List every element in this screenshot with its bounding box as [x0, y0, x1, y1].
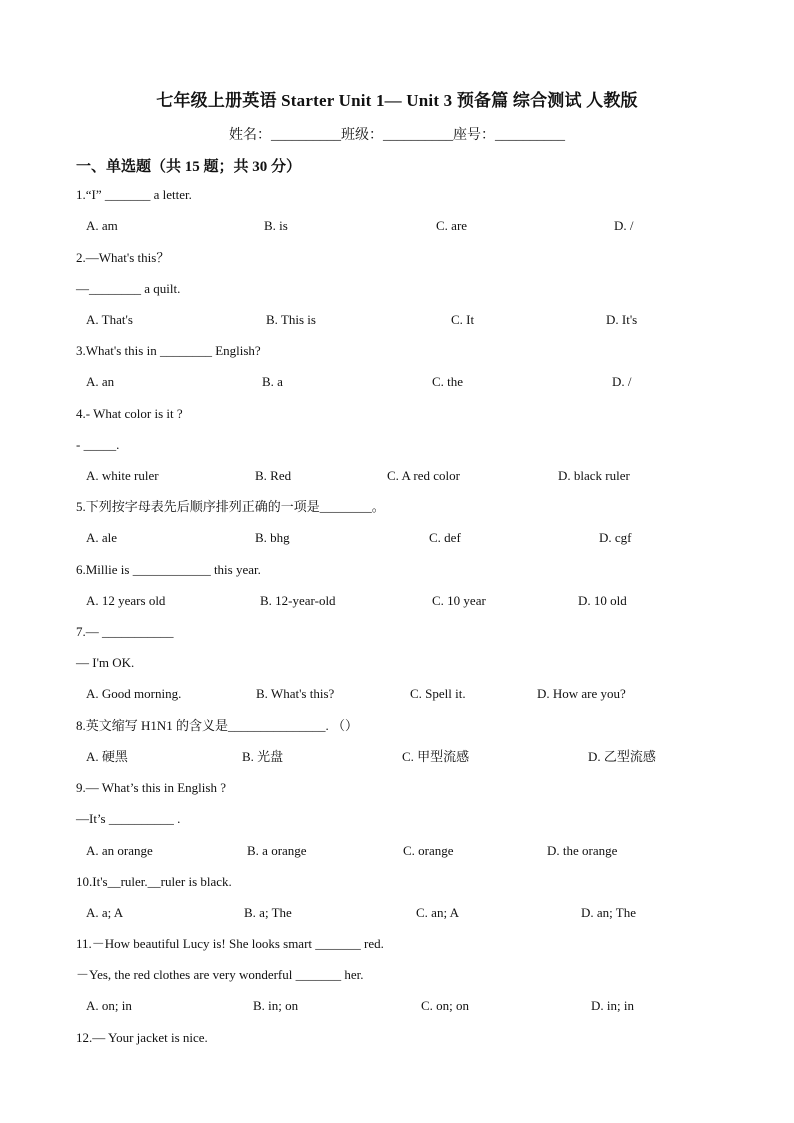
- option-d: D. in; in: [591, 998, 634, 1013]
- option-d: D. /: [614, 218, 634, 233]
- option-b: B. in; on: [253, 998, 299, 1013]
- option-a: A. on; in: [86, 998, 132, 1013]
- option-c: C. orange: [403, 843, 454, 858]
- option-c: C. A red color: [387, 468, 460, 483]
- question-8-options: [0, 748, 794, 766]
- option-c: C. 10 year: [432, 593, 486, 608]
- option-c: C. 甲型流感: [402, 749, 470, 764]
- question-4-stem: 4.- What color is it ?: [76, 406, 183, 421]
- option-c: C. on; on: [421, 998, 470, 1013]
- option-d: D. black ruler: [558, 468, 630, 483]
- option-b: B. a; The: [244, 905, 292, 920]
- option-b: B. bhg: [255, 530, 290, 545]
- option-b: B. is: [264, 218, 288, 233]
- question-9-stem: 9.— What’s this in English ?: [76, 780, 226, 795]
- question-8-stem: 8.英文缩写 H1N1 的含义是_______________. （）: [76, 718, 359, 733]
- option-d: D. 10 old: [578, 593, 627, 608]
- option-d: D. cgf: [599, 530, 632, 545]
- question-5-stem: 5.下列按字母表先后顺序排列正确的一项是________。: [76, 499, 385, 514]
- option-b: B. This is: [266, 312, 316, 327]
- option-a: A. an: [86, 374, 115, 389]
- option-c: C. Spell it.: [410, 686, 466, 701]
- option-d: D. It's: [606, 312, 638, 327]
- question-7-stem: 7.— ___________: [76, 624, 174, 639]
- student-info-line: 姓名：__________班级：__________座号：__________: [229, 128, 565, 143]
- question-2-stem: 2.—What's this？: [76, 250, 170, 265]
- question-4-answer-line: - _____.: [76, 437, 120, 452]
- question-5-options: [0, 529, 794, 547]
- option-d: D. an; The: [581, 905, 636, 920]
- option-d: D. /: [612, 374, 632, 389]
- option-a: A. Good morning.: [86, 686, 182, 701]
- option-b: B. Red: [255, 468, 292, 483]
- option-d: D. 乙型流感: [588, 749, 656, 764]
- option-a: A. 12 years old: [86, 593, 166, 608]
- option-b: B. a orange: [247, 843, 307, 858]
- question-1-options: [0, 217, 794, 235]
- option-a: A. 硬黑: [86, 749, 128, 764]
- question-6-stem: 6.Millie is ____________ this year.: [76, 562, 261, 577]
- option-a: A. a; A: [86, 905, 124, 920]
- option-c: C. def: [429, 530, 461, 545]
- question-7-reply-line: — I'm OK.: [76, 655, 135, 670]
- question-11-reply-line: －Yes, the red clothes are very wonderful _______ her.: [76, 967, 364, 982]
- question-7-options: [0, 685, 794, 703]
- question-1-stem: 1.“I” _______ a letter.: [76, 187, 192, 202]
- question-9-answer-line: —It’s __________ .: [76, 811, 181, 826]
- option-a: A. am: [86, 218, 118, 233]
- option-d: D. the orange: [547, 843, 618, 858]
- question-6-options: [0, 592, 794, 610]
- option-b: B. 12-year-old: [260, 593, 336, 608]
- option-a: A. That's: [86, 312, 133, 327]
- page-title: 七年级上册英语 Starter Unit 1— Unit 3 预备篇 综合测试 人教版: [156, 91, 638, 110]
- question-2-options: [0, 311, 794, 329]
- question-12-stem: 12.— Your jacket is nice.: [76, 1030, 208, 1045]
- question-9-options: [0, 842, 794, 860]
- question-11-stem: 11.－How beautiful Lucy is! She looks smart _______ red.: [76, 936, 384, 951]
- section-heading: 一、单选题（共 15 题；共 30 分）: [76, 159, 302, 175]
- question-10-options: [0, 904, 794, 922]
- question-3-options: [0, 373, 794, 391]
- option-b: B. What's this?: [256, 686, 335, 701]
- option-b: B. 光盘: [242, 749, 284, 764]
- question-4-options: [0, 467, 794, 485]
- option-b: B. a: [262, 374, 283, 389]
- option-a: A. white ruler: [86, 468, 159, 483]
- option-c: C. the: [432, 374, 464, 389]
- question-3-stem: 3.What's this in ________ English?: [76, 343, 261, 358]
- option-d: D. How are you?: [537, 686, 626, 701]
- option-a: A. ale: [86, 530, 118, 545]
- option-c: C. are: [436, 218, 468, 233]
- question-11-options: [0, 997, 794, 1015]
- option-c: C. an; A: [416, 905, 459, 920]
- question-10-stem: 10.It's__ruler.__ruler is black.: [76, 874, 232, 889]
- option-a: A. an orange: [86, 843, 153, 858]
- question-2-answer-line: —________ a quilt.: [76, 281, 181, 296]
- option-c: C. It: [451, 312, 475, 327]
